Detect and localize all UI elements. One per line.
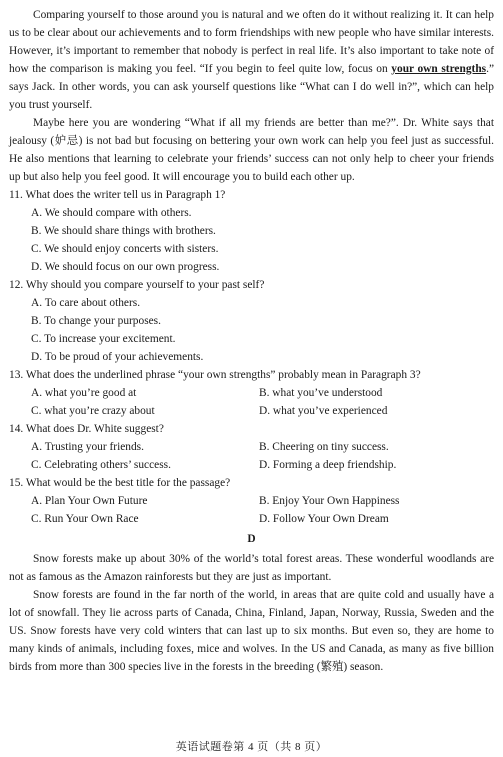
option-a[interactable]: A. To care about others. xyxy=(31,297,141,309)
question-stem: 13. What does the underlined phrase “your own strengths” probably mean in Paragraph 3? xyxy=(9,369,421,381)
option-d[interactable]: D. what you’ve experienced xyxy=(259,405,388,417)
paragraph-text: .” says Jack. In other words, you can ask yourself questions like “What can I do well in?”, which can help you trust yourself. xyxy=(9,63,494,111)
option-b[interactable]: B. We should share things with brothers. xyxy=(31,225,216,237)
option-a[interactable]: A. what you’re good at xyxy=(31,387,137,399)
option-a[interactable]: A. Trusting your friends. xyxy=(31,441,144,453)
option-b[interactable]: B. To change your purposes. xyxy=(31,315,161,327)
option-c[interactable]: C. what you’re crazy about xyxy=(31,405,155,417)
option-a[interactable]: A. Plan Your Own Future xyxy=(31,495,148,507)
question-13 xyxy=(9,366,494,420)
option-d[interactable]: D. Follow Your Own Dream xyxy=(259,513,389,525)
passage-c-paragraph-3 xyxy=(9,6,494,114)
option-b[interactable]: B. Cheering on tiny success. xyxy=(259,441,389,453)
passage-c-paragraph-4: Maybe here you are wondering “What if all my friends are better than me?”. Dr. White says that jealousy (妒忌) is not bad but focusing on bettering your own work can help you feel just as successful. He also mentions that learning to celebrate your friends’ success can not only help to cheer your friends up but also help you feel good. It will encourage you to build each other up. xyxy=(9,117,494,183)
question-15 xyxy=(9,474,494,528)
question-12 xyxy=(9,276,494,366)
option-b[interactable]: B. Enjoy Your Own Happiness xyxy=(259,495,400,507)
option-d[interactable]: D. To be proud of your achievements. xyxy=(31,351,204,363)
passage-d-paragraph-1: Snow forests make up about 30% of the world’s total forest areas. These wonderful woodlands are not as famous as the Amazon rainforests but they are just as important. xyxy=(9,553,494,583)
question-11 xyxy=(9,186,494,276)
section-heading-d: D xyxy=(247,533,256,545)
page-footer: 英语试题卷第 4 页（共 8 页） xyxy=(175,741,328,753)
option-c[interactable]: C. We should enjoy concerts with sisters. xyxy=(31,243,219,255)
option-d[interactable]: D. We should focus on our own progress. xyxy=(31,261,220,273)
option-a[interactable]: A. We should compare with others. xyxy=(31,207,192,219)
option-c[interactable]: C. To increase your excitement. xyxy=(31,333,176,345)
passage-d-paragraph-2: Snow forests are found in the far north of the world, in areas that are quite cold and usually have a lot of snowfall. They lie across parts of Canada, China, Finland, Japan, Norway, Russia, Sweden and the US. Snow forests have very cold winters that can last up to six months. But even so, they are home to many kinds of animals, including foxes, mice and wolves. In the US and Canada, as many as five billion birds from more than 300 species live in the forests in the breeding (繁殖) season. xyxy=(9,589,494,673)
option-c[interactable]: C. Run Your Own Race xyxy=(31,513,139,525)
option-b[interactable]: B. what you’ve understood xyxy=(259,387,383,399)
question-stem: 12. Why should you compare yourself to your past self? xyxy=(9,279,265,291)
question-stem: 15. What would be the best title for the passage? xyxy=(9,477,231,489)
question-stem: 14. What does Dr. White suggest? xyxy=(9,423,164,435)
question-14 xyxy=(9,420,494,474)
underlined-phrase: your own strengths xyxy=(391,63,487,75)
question-stem: 11. What does the writer tell us in Paragraph 1? xyxy=(9,189,226,201)
paragraph-text: Comparing yourself to those around you is natural and we often do it without realizing it. It can help us to be clear about our achievements and to form friendships with new people who have similar interests. However, it’s important to remember that nobody is perfect in real life. It’s also important to take note of how the comparison is making you feel. “If you begin to feel quite low, focus on xyxy=(9,9,494,75)
option-d[interactable]: D. Forming a deep friendship. xyxy=(259,459,397,471)
option-c[interactable]: C. Celebrating others’ success. xyxy=(31,459,171,471)
